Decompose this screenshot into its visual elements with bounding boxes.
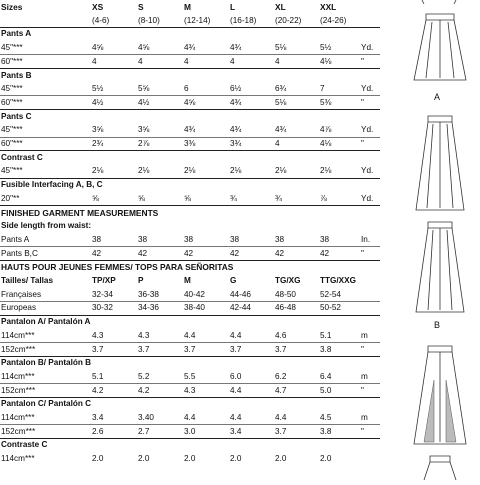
cell-finished-pants-bc-5: 42 — [275, 248, 285, 258]
cell-pants-a-title-0: Pants A — [1, 29, 32, 39]
cell-pants-c-45-0: 45"*** — [1, 125, 23, 135]
cell-pants-c-60-0: 60"*** — [1, 139, 23, 148]
cell-francaises-6: 52-54 — [320, 289, 341, 299]
cell-pantalon-c-152-3: 3.0 — [184, 426, 196, 436]
cell-sizes-range-4: (16-18) — [230, 15, 257, 25]
cell-pantalon-a-114-4: 4.4 — [230, 330, 242, 340]
cell-tailles-header-3: M — [184, 276, 191, 285]
cell-pantalon-b-152-6: 5.0 — [320, 385, 332, 395]
cell-sizes-range-1: (4-6) — [92, 15, 110, 25]
cell-finished-pants-a-7: In. — [361, 234, 371, 244]
cell-pants-b-45-1: 5½ — [92, 84, 104, 94]
row-pants-c-45 — [0, 124, 380, 136]
cell-pantalon-b-114-0: 114cm*** — [1, 371, 35, 381]
cell-sizes-header-1: XS — [92, 2, 104, 12]
cell-pantalon-b-152-1: 4.2 — [92, 385, 104, 395]
cell-contrast-c-45-5: 2⅛ — [275, 166, 287, 176]
row-pants-b-60 — [0, 97, 380, 109]
row-contrast-c-45 — [0, 165, 380, 177]
cell-sizes-header-4: L — [230, 2, 236, 12]
cell-interfacing-20-5: ¾ — [275, 193, 282, 203]
cell-pantalon-a-114-5: 4.6 — [275, 330, 287, 340]
cell-tailles-header-0: Tailles/ Tallas — [1, 276, 54, 285]
row-pantalon-a-114 — [0, 330, 380, 342]
cell-pantalon-b-114-2: 5.2 — [138, 371, 150, 381]
cell-finished-pants-a-4: 38 — [230, 234, 240, 244]
cell-sizes-range-2: (8-10) — [138, 15, 160, 25]
cell-pantalon-c-114-7: m — [361, 413, 368, 422]
cell-pantalon-b-114-5: 6.2 — [275, 371, 287, 381]
row-finished-title — [0, 207, 380, 219]
cell-sizes-header-3: M — [184, 2, 191, 12]
row-pants-b-45 — [0, 83, 380, 95]
cell-pants-a-45-0: 45"*** — [1, 43, 23, 53]
cell-pantalon-b-114-1: 5.1 — [92, 371, 104, 381]
cell-pants-c-60-3: 3⅜ — [184, 139, 196, 148]
cell-pants-c-60-6: 4⅛ — [320, 139, 332, 148]
cell-contraste-c-114-6: 2.0 — [320, 454, 332, 464]
cell-pants-b-45-5: 6¾ — [275, 84, 287, 94]
cell-pantalon-b-152-3: 4.3 — [184, 385, 196, 395]
cell-pants-b-60-1: 4½ — [92, 97, 104, 107]
row-contraste-c-title — [0, 439, 380, 451]
cell-pants-a-60-7: " — [361, 56, 364, 66]
cell-tailles-header-1: TP/XP — [92, 276, 116, 285]
cell-pants-c-60-5: 4 — [275, 139, 280, 148]
cell-finished-pants-bc-7: " — [361, 248, 364, 258]
cell-side-length-title-0: Side length from waist: — [1, 221, 92, 231]
cell-contraste-c-114-5: 2.0 — [275, 454, 287, 464]
cell-interfacing-20-1: ⅝ — [92, 193, 99, 203]
cell-sizes-range-3: (12-14) — [184, 15, 211, 25]
row-pantalon-b-152 — [0, 385, 380, 397]
cell-pantalon-b-152-7: " — [361, 385, 364, 395]
cell-sizes-header-2: S — [138, 2, 144, 12]
cell-pants-c-45-5: 4¾ — [275, 125, 287, 135]
cell-interfacing-20-3: ⅝ — [184, 193, 191, 203]
cell-pants-b-60-7: " — [361, 97, 364, 107]
cell-pantalon-b-152-5: 4.7 — [275, 385, 287, 395]
cell-pantalon-a-152-4: 3.7 — [230, 344, 242, 354]
cell-pants-c-45-7: Yd. — [361, 125, 374, 135]
cell-pantalon-a-114-3: 4.4 — [184, 330, 196, 340]
cell-pantalon-b-114-7: m — [361, 371, 368, 381]
row-sizes-range — [0, 15, 380, 27]
row-french-title — [0, 261, 380, 273]
garment-illustrations — [400, 0, 480, 480]
cell-sizes-header-6: XXL — [320, 2, 337, 12]
row-europeas — [0, 302, 380, 314]
cell-pants-b-45-7: Yd. — [361, 84, 374, 94]
cell-pants-a-45-3: 4¾ — [184, 43, 196, 53]
cell-finished-title-0: FINISHED GARMENT MEASUREMENTS — [1, 207, 159, 218]
row-interfacing-title — [0, 179, 380, 191]
cell-francaises-3: 40-42 — [184, 289, 205, 299]
cell-europeas-5: 46-48 — [275, 303, 296, 313]
cell-interfacing-20-2: ⅝ — [138, 193, 145, 203]
cell-pants-c-45-6: 4⅞ — [320, 125, 332, 135]
cell-pants-c-60-4: 3¾ — [230, 139, 242, 148]
cell-pants-b-45-2: 5⅝ — [138, 84, 150, 94]
cell-contrast-c-title-0: Contrast C — [1, 152, 43, 162]
row-pantalon-b-114 — [0, 371, 380, 383]
row-tailles-header — [0, 275, 380, 287]
cell-pants-b-45-6: 7 — [320, 84, 325, 94]
cell-pants-a-60-1: 4 — [92, 56, 97, 66]
cell-contrast-c-45-4: 2⅛ — [230, 166, 242, 176]
cell-pants-b-60-2: 4½ — [138, 97, 150, 107]
cell-pantalon-a-114-6: 5.1 — [320, 330, 332, 340]
cell-pantalon-b-114-3: 5.5 — [184, 371, 196, 381]
cell-pants-a-45-1: 4⅝ — [92, 43, 104, 53]
cell-pantalon-c-114-2: 3.40 — [138, 413, 154, 422]
row-francaises — [0, 289, 380, 301]
cell-pants-a-60-6: 4⅛ — [320, 56, 332, 66]
row-pantalon-a-152 — [0, 344, 380, 356]
cell-contrast-c-45-1: 2⅛ — [92, 166, 104, 176]
cell-pants-b-45-3: 6 — [184, 84, 189, 94]
cell-europeas-2: 34-36 — [138, 303, 159, 313]
row-pants-a-45 — [0, 42, 380, 54]
cell-pants-a-45-4: 4¾ — [230, 43, 242, 53]
cell-pants-b-title-0: Pants B — [1, 70, 32, 80]
cell-pantalon-b-152-0: 152cm*** — [1, 385, 36, 395]
row-side-length-title — [0, 220, 380, 232]
cell-contraste-c-114-1: 2.0 — [92, 454, 104, 464]
cell-contrast-c-45-3: 2⅛ — [184, 166, 196, 176]
cell-finished-pants-a-1: 38 — [92, 234, 102, 244]
row-pantalon-c-title — [0, 398, 380, 410]
cell-contraste-c-114-2: 2.0 — [138, 454, 150, 464]
cell-pants-c-45-3: 4¾ — [184, 125, 196, 135]
cell-pantalon-a-114-2: 4.3 — [138, 330, 150, 340]
cell-pantalon-b-114-4: 6.0 — [230, 371, 242, 381]
cell-pants-c-60-7: " — [361, 139, 364, 148]
row-contrast-c-title — [0, 152, 380, 164]
cell-pants-c-45-1: 3⅝ — [92, 125, 104, 135]
cell-finished-pants-a-2: 38 — [138, 234, 148, 244]
cell-europeas-6: 50-52 — [320, 303, 341, 313]
cell-pants-c-60-1: 2¾ — [92, 139, 104, 148]
cell-finished-pants-bc-3: 42 — [184, 248, 194, 258]
cell-pantalon-c-114-5: 4.4 — [275, 413, 287, 422]
cell-interfacing-20-7: Yd. — [361, 193, 374, 203]
cell-pantalon-a-title-0: Pantalon A/ Pantalón A — [1, 317, 91, 327]
cell-pants-a-45-5: 5⅛ — [275, 43, 287, 53]
cell-pantalon-a-152-0: 152cm*** — [1, 344, 36, 354]
cell-tailles-header-2: P — [138, 276, 144, 285]
row-pantalon-a-title — [0, 316, 380, 328]
cell-contrast-c-45-7: Yd. — [361, 166, 374, 176]
cell-francaises-1: 32-34 — [92, 289, 113, 299]
cell-pants-a-45-7: Yd. — [361, 43, 374, 53]
cell-pants-a-60-5: 4 — [275, 56, 280, 66]
cell-pantalon-c-114-4: 4.4 — [230, 413, 242, 422]
row-pants-a-title — [0, 28, 380, 40]
figure-label-a: A — [434, 92, 441, 102]
cell-pantalon-c-114-1: 3.4 — [92, 413, 104, 422]
cell-contraste-c-title-0: Contraste C — [1, 440, 48, 450]
cell-pants-a-60-3: 4 — [184, 56, 189, 66]
cell-pantalon-a-152-2: 3.7 — [138, 344, 150, 354]
cell-finished-pants-bc-4: 42 — [230, 248, 240, 258]
cell-europeas-1: 30-32 — [92, 303, 113, 313]
cell-pantalon-a-152-7: " — [361, 344, 364, 354]
cell-pants-b-60-0: 60"*** — [1, 97, 23, 107]
cell-francaises-2: 36-38 — [138, 289, 159, 299]
row-sizes-header — [0, 1, 380, 13]
cell-finished-pants-a-3: 38 — [184, 234, 194, 244]
cell-pantalon-b-152-2: 4.2 — [138, 385, 150, 395]
figure-label-b: B — [434, 320, 441, 330]
cell-pantalon-a-114-7: m — [361, 330, 368, 340]
cell-pantalon-b-114-6: 6.4 — [320, 371, 332, 381]
cell-pants-b-60-6: 5⅜ — [320, 97, 332, 107]
cell-pantalon-c-152-5: 3.7 — [275, 426, 287, 436]
cell-pants-c-45-4: 4¾ — [230, 125, 242, 135]
cell-pants-c-title-0: Pants C — [1, 111, 32, 121]
cell-pantalon-a-152-6: 3.8 — [320, 344, 332, 354]
row-pants-a-60 — [0, 56, 380, 68]
cell-sizes-header-5: XL — [275, 2, 286, 12]
cell-pantalon-c-152-4: 3.4 — [230, 426, 242, 436]
cell-french-title-0: HAUTS POUR JEUNES FEMMES/ TOPS PARA SEÑORITAS — [1, 262, 234, 273]
cell-finished-pants-a-5: 38 — [275, 234, 285, 244]
cell-finished-pants-bc-0: Pants B,C — [1, 248, 38, 258]
cell-sizes-range-5: (20-22) — [275, 15, 302, 25]
cell-pants-c-45-2: 3⅝ — [138, 125, 150, 135]
cell-pantalon-a-114-0: 114cm*** — [1, 330, 35, 340]
cell-pantalon-c-114-6: 4.5 — [320, 413, 332, 422]
cell-finished-pants-bc-2: 42 — [138, 248, 148, 258]
cell-pants-b-60-5: 5⅛ — [275, 97, 287, 107]
cell-pantalon-a-152-5: 3.7 — [275, 344, 287, 354]
cell-interfacing-20-6: ⅞ — [320, 193, 327, 203]
cell-interfacing-title-0: Fusible Interfacing A, B, C — [1, 180, 103, 190]
row-interfacing-20 — [0, 193, 380, 205]
cell-pantalon-c-152-7: " — [361, 426, 364, 436]
pants-illustrations-icon — [400, 0, 480, 480]
row-pants-c-title — [0, 111, 380, 123]
cell-contraste-c-114-4: 2.0 — [230, 454, 242, 464]
cell-sizes-range-6: (24-26) — [320, 15, 347, 25]
cell-contraste-c-114-3: 2.0 — [184, 454, 196, 464]
cell-pants-b-60-3: 4⅝ — [184, 97, 196, 107]
cell-contraste-c-114-0: 114cm*** — [1, 454, 35, 464]
cell-europeas-4: 42-44 — [230, 303, 251, 313]
cell-pantalon-b-title-0: Pantalon B/ Pantalón B — [1, 358, 92, 368]
cell-pantalon-a-152-1: 3.7 — [92, 344, 104, 354]
cell-pantalon-a-114-1: 4.3 — [92, 330, 104, 340]
row-pants-b-title — [0, 70, 380, 82]
cell-francaises-5: 48-50 — [275, 289, 296, 299]
row-pantalon-c-152 — [0, 426, 380, 438]
cell-tailles-header-6: TTG/XXG — [320, 276, 356, 285]
cell-interfacing-20-4: ¾ — [230, 193, 237, 203]
cell-europeas-3: 38-40 — [184, 303, 205, 313]
row-pants-c-60 — [0, 138, 380, 150]
row-finished-pants-a — [0, 234, 380, 246]
cell-pantalon-c-title-0: Pantalon C/ Pantalón C — [1, 399, 92, 409]
cell-pants-a-45-6: 5½ — [320, 43, 332, 53]
cell-francaises-4: 44-46 — [230, 289, 251, 299]
cell-pantalon-b-152-4: 4.4 — [230, 385, 242, 395]
cell-tailles-header-4: G — [230, 276, 237, 285]
cell-pants-a-60-2: 4 — [138, 56, 143, 66]
cell-pants-c-60-2: 2⅞ — [138, 139, 150, 148]
cell-francaises-0: Françaises — [1, 289, 42, 299]
cell-tailles-header-5: TG/XG — [275, 276, 301, 285]
cell-sizes-header-0: Sizes — [1, 2, 23, 12]
cell-pants-b-45-4: 6½ — [230, 84, 242, 94]
cell-pantalon-c-152-2: 2.7 — [138, 426, 150, 436]
cell-pantalon-c-152-1: 2.6 — [92, 426, 104, 436]
cell-finished-pants-a-0: Pants A — [1, 234, 30, 244]
cell-pantalon-c-114-0: 114cm*** — [1, 413, 35, 422]
cell-interfacing-20-0: 20"** — [1, 193, 20, 203]
cell-contrast-c-45-2: 2⅛ — [138, 166, 150, 176]
cell-pants-b-45-0: 45"*** — [1, 84, 23, 94]
cell-pants-a-60-0: 60"*** — [1, 56, 23, 66]
cell-finished-pants-bc-1: 42 — [92, 248, 102, 258]
cell-finished-pants-bc-6: 42 — [320, 248, 330, 258]
cell-pantalon-c-152-6: 3.8 — [320, 426, 332, 436]
cell-pantalon-c-152-0: 152cm*** — [1, 426, 36, 436]
row-finished-pants-bc — [0, 248, 380, 260]
cell-pants-b-60-4: 4¾ — [230, 97, 242, 107]
cell-contrast-c-45-0: 45"*** — [1, 166, 23, 176]
row-pantalon-c-114 — [0, 412, 380, 424]
cell-pants-a-45-2: 4⅝ — [138, 43, 150, 53]
cell-europeas-0: Europeas — [1, 303, 37, 313]
cell-pantalon-c-114-3: 4.4 — [184, 413, 196, 422]
row-pantalon-b-title — [0, 357, 380, 369]
cell-pantalon-a-152-3: 3.7 — [184, 344, 196, 354]
cell-finished-pants-a-6: 38 — [320, 234, 330, 244]
cell-pants-a-60-4: 4 — [230, 56, 235, 66]
cell-contrast-c-45-6: 2⅛ — [320, 166, 332, 176]
row-contraste-c-114 — [0, 453, 380, 465]
